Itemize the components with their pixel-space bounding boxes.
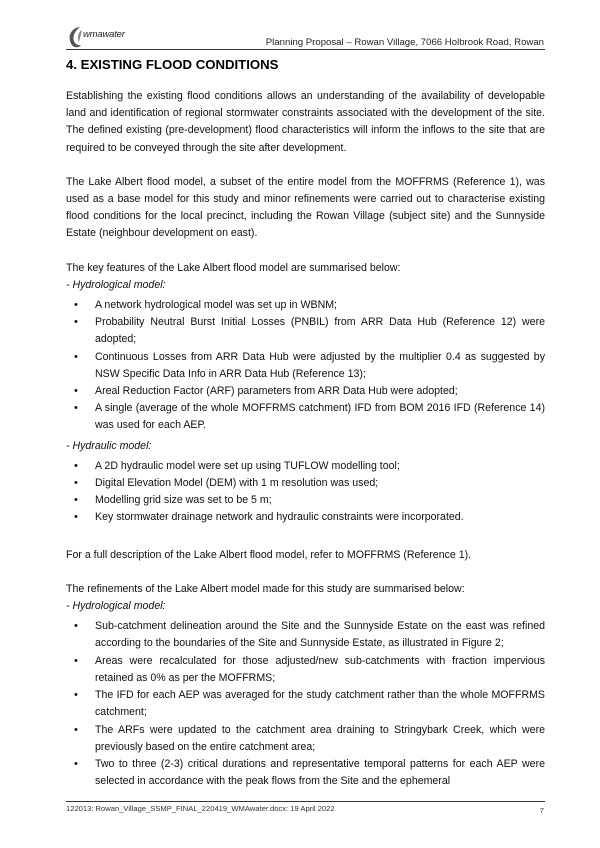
- list-item: • Areas were recalculated for those adjusted/new sub-catchments with fraction impervious retained as 0% as per the MOFFRMS;: [66, 653, 545, 687]
- wmawater-logo: [66, 24, 136, 50]
- list-item: • Key stormwater drainage network and hydraulic constraints were incorporated.: [66, 509, 545, 526]
- reference-paragraph: For a full description of the Lake Albert flood model, refer to MOFFRMS (Reference 1).: [66, 548, 472, 561]
- list-item: • Continuous Losses from ARR Data Hub were adjusted by the multiplier 0.4 as suggested by NSW Specific Data Info in ARR Data Hub (Reference 13);: [66, 349, 545, 383]
- header-rule: [66, 49, 545, 50]
- list-item: • A single (average of the whole MOFFRMS catchment) IFD from BOM 2016 IFD (Reference 14) was used for each AEP.: [66, 400, 545, 434]
- page-body: [66, 56, 545, 793]
- spacer: [66, 157, 545, 174]
- header-title: Planning Proposal – Rowan Village, 7066 Holbrook Road, Rowan: [265, 37, 544, 48]
- model-paragraph: The Lake Albert flood model, a subset of the entire model from the MOFFRMS (Reference 1), was used as a base model for this study and minor refinements were carried out to characterise existing flood conditions for the local precinct, including the Rowan Village (subject site) and the Sunnyside Estate (neighbour development on east).: [66, 175, 545, 240]
- page-number: 7: [539, 806, 544, 815]
- hydrological-model-label: - Hydrological model:: [66, 278, 166, 291]
- spacer: [66, 243, 545, 260]
- key-features-paragraph: The key features of the Lake Albert flood model are summarised below:: [66, 261, 401, 274]
- list-item: • Digital Elevation Model (DEM) with 1 m resolution was used;: [66, 475, 545, 492]
- spacer: [66, 530, 545, 547]
- hydraulic-bullet-list: [66, 458, 545, 527]
- spacer: [66, 564, 545, 581]
- section-heading: 4. EXISTING FLOOD CONDITIONS: [66, 57, 279, 72]
- list-item: • A 2D hydraulic model were set up using TUFLOW modelling tool;: [66, 458, 545, 475]
- hydrological-bullet-list: [66, 297, 545, 435]
- list-item: • Areal Reduction Factor (ARF) parameters from ARR Data Hub were adopted;: [66, 383, 545, 400]
- list-item: • Probability Neutral Burst Initial Losses (PNBIL) from ARR Data Hub (Reference 12) were adopted;: [66, 314, 545, 348]
- list-item: • The IFD for each AEP was averaged for the study catchment rather than the whole MOFFRMS catchment;: [66, 687, 545, 721]
- list-item: • Modelling grid size was set to be 5 m;: [66, 492, 545, 509]
- footer-rule: [66, 801, 545, 802]
- list-item: • The ARFs were updated to the catchment area draining to Stringybark Creek, which were previously based on the entire catchment area;: [66, 722, 545, 756]
- footer-document-reference: 122013: Rowan_Village_SSMP_FINAL_220419_WMAwater.docx: 19 April 2022: [66, 804, 335, 813]
- refinements-bullet-list: [66, 618, 545, 790]
- logo-text: wmawater: [83, 29, 125, 40]
- list-item: • Two to three (2-3) critical durations and representative temporal patterns for each AEP were selected in accordance with the peak flows from the Site and the ephemeral: [66, 756, 545, 790]
- hydrological-model-label: - Hydrological model:: [66, 600, 166, 613]
- list-item: • Sub-catchment delineation around the Site and the Sunnyside Estate on the east was refined according to the boundaries of the Site and Sunnyside Estate, as illustrated in Figure 2;: [66, 618, 545, 652]
- refinements-paragraph: The refinements of the Lake Albert model made for this study are summarised below:: [66, 582, 465, 595]
- list-item: • A network hydrological model was set up in WBNM;: [66, 297, 545, 314]
- intro-paragraph: Establishing the existing flood conditions allows an understanding of the availability of developable land and identification of regional stormwater constraints associated with the development of the site. The defined existing (pre-development) flood characteristics will inform the inflows to the site that are required to be conveyed through the site after development.: [66, 90, 545, 154]
- hydraulic-model-label: - Hydraulic model:: [66, 439, 152, 452]
